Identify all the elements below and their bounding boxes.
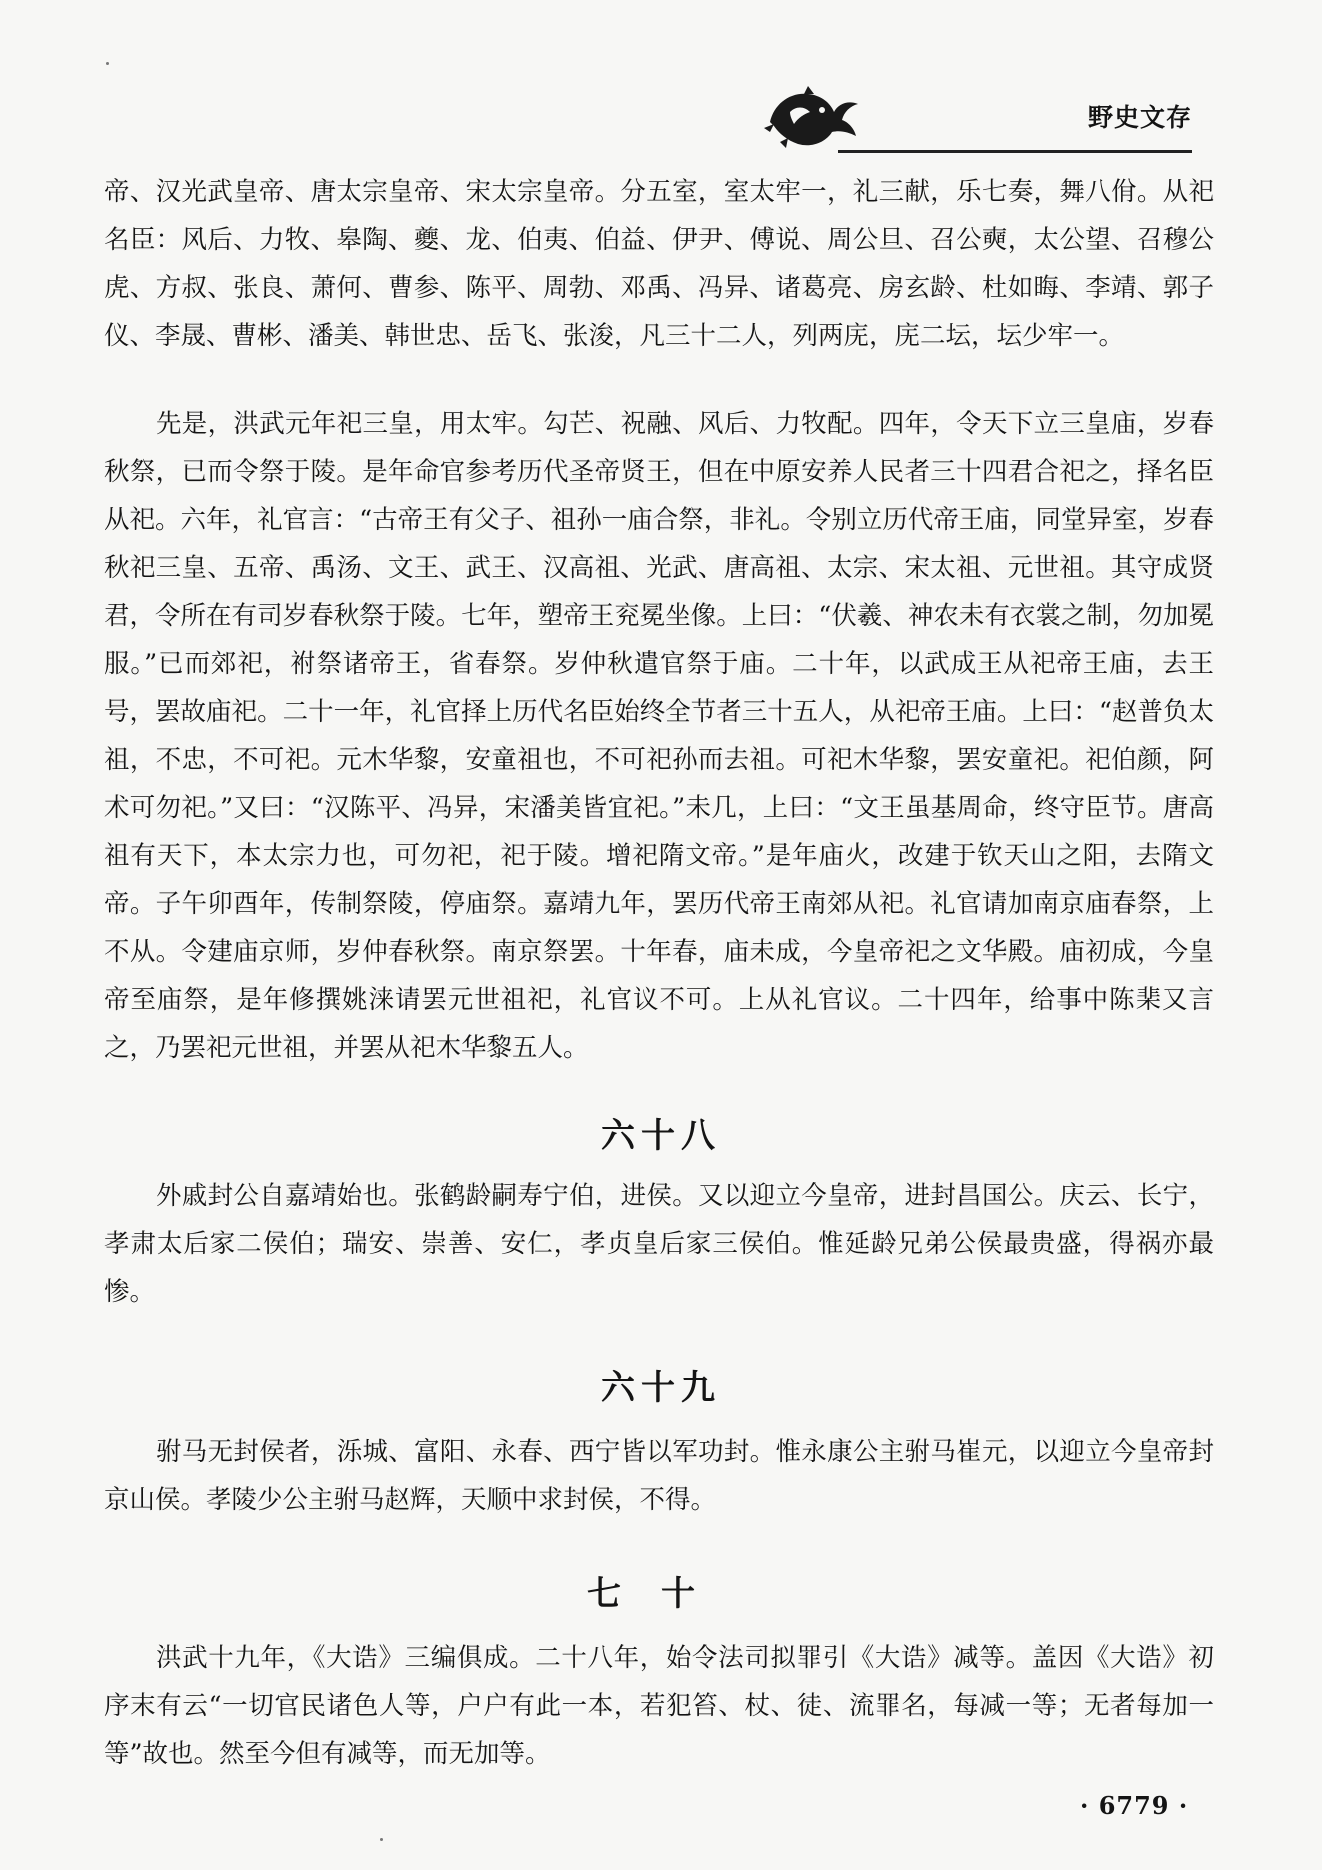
scan-speck — [380, 1838, 383, 1841]
section-heading: 六十八 — [601, 1116, 721, 1156]
paragraph: 帝、汉光武皇帝、唐太宗皇帝、宋太宗皇帝。分五室，室太牢一，礼三献，乐七奏，舞八佾。从祀名臣：风后、力牧、皋陶、夔、龙、伯夷、伯益、伊尹、傅说、周公旦、召公奭，太公望、召穆公虎、方叔、张良、萧何、曹参、陈平、周勃、邓禹、冯异、诸葛亮、房玄龄、杜如晦、李靖、郭子仪、李晟、曹彬、潘美、韩世忠、岳飞、张浚，凡三十二人，列两庑，庑二坛，坛少牢一。 — [104, 177, 1214, 351]
section-heading: 七十 — [587, 1574, 735, 1614]
paragraph: 外戚封公自嘉靖始也。张鹤龄嗣寿宁伯，进侯。又以迎立今皇帝，进封昌国公。庆云、长宁，孝肃太后家二侯伯；瑞安、崇善、安仁，孝贞皇后家三侯伯。惟延龄兄弟公侯最贵盛，得祸亦最惨。 — [104, 1181, 1214, 1307]
paragraph: 先是，洪武元年祀三皇，用太牢。勾芒、祝融、风后、力牧配。四年，令天下立三皇庙，岁春秋祭，已而令祭于陵。是年命官参考历代圣帝贤王，但在中原安养人民者三十四君合祀之，择名臣从祀。六年，礼官言：“古帝王有父子、祖孙一庙合祭，非礼。令别立历代帝王庙，同堂异室，岁春秋祀三皇、五帝、禹汤、文王、武王、汉高祖、光武、唐高祖、太宗、宋太祖、元世祖。其守成贤君，令所在有司岁春秋祭于陵。七年，塑帝王兖冕坐像。上曰：“伏羲、神农未有衣裳之制，勿加冕服。”已而郊祀，祔祭诸帝王，省春祭。岁仲秋遣官祭于庙。二十年，以武成王从祀帝王庙，去王号，罢故庙祀。二十一年，礼官择上历代名臣始终全节者三十五人，从祀帝王庙。上曰：“赵普负太祖，不忠，不可祀。元木华黎，安童祖也，不可祀孙而去祖。可祀木华黎，罢安童祀。祀伯颜，阿术可勿祀。”又曰：“汉陈平、冯异，宋潘美皆宜祀。”未几，上曰：“文王虽基周命，终守臣节。唐高祖有天下，本太宗力也，可勿祀，祀于陵。增祀隋文帝。”是年庙火，改建于钦天山之阳，去隋文帝。子午卯酉年，传制祭陵，停庙祭。嘉靖九年，罢历代帝王南郊从祀。礼官请加南京庙春祭，上不从。令建庙京师，岁仲春秋祭。南京祭罢。十年春，庙未成，今皇帝祀之文华殿。庙初成，今皇帝至庙祭，是年修撰姚涞请罢元世祖祀，礼官议不可。上从礼官议。二十四年，给事中陈棐又言之，乃罢祀元世祖，并罢从祀木华黎五人。 — [104, 409, 1214, 1063]
header-rule — [838, 150, 1192, 153]
page-number: · 6779 · — [1080, 1791, 1189, 1820]
paragraph: 驸马无封侯者，泺城、富阳、永春、西宁皆以军功封。惟永康公主驸马崔元，以迎立今皇帝封京山侯。孝陵少公主驸马赵辉，天顺中求封侯，不得。 — [104, 1437, 1214, 1515]
dragon-ornament-icon — [760, 82, 864, 152]
page-header — [760, 78, 1192, 158]
running-title: 野史文存 — [1087, 103, 1192, 132]
scan-speck — [106, 62, 109, 65]
paragraph: 洪武十九年，《大诰》三编俱成。二十八年，始令法司拟罪引《大诰》减等。盖因《大诰》初序末有云“一切官民诸色人等，户户有此一本，若犯笞、杖、徒、流罪名，每减一等；无者每加一等”故也。然至今但有减等，而无加等。 — [104, 1643, 1214, 1769]
section-heading: 六十九 — [601, 1368, 721, 1408]
